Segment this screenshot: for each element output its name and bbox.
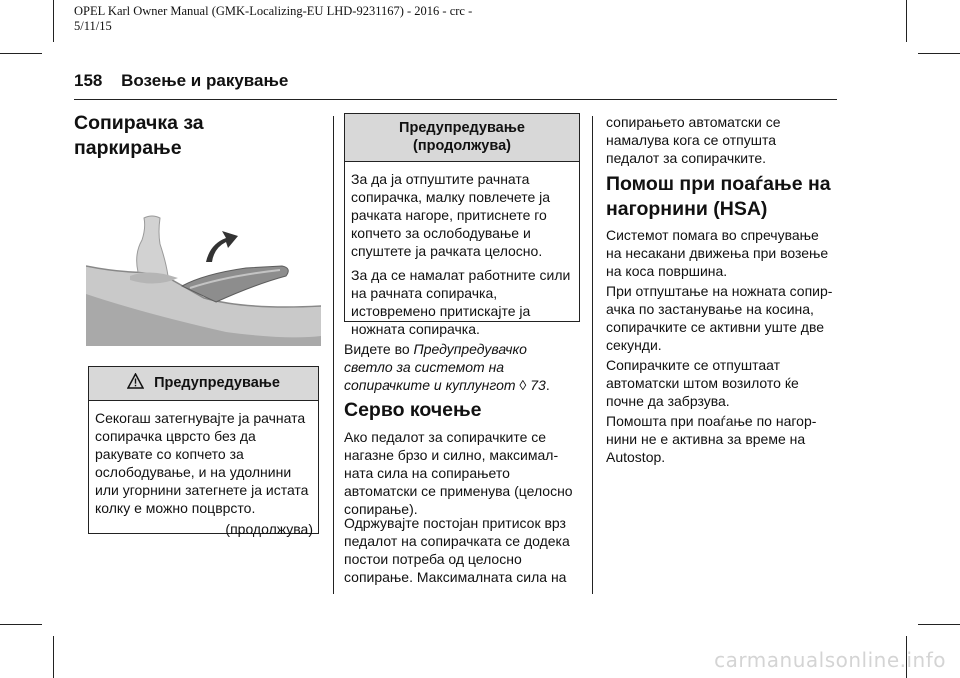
warning-continued-p1: За да ја отпуштите рачната сопирачка, малку повлечете ја рачката нагоре, притиснете го копчето за ослободување и спуштете ја рачката целосно.	[351, 171, 551, 259]
see-page-number[interactable]: 73	[530, 377, 546, 393]
warning-text: Секогаш затегнувајте ја рачната сопирачка цврсто без да ракувате со копчето за ослободување, и на удолнини или угорнини затегнете ја истата колку е можно поцврсто.	[95, 410, 309, 516]
crop-mark-top-right-h	[918, 53, 960, 54]
parking-brake-heading: Сопирачка за паркирање	[74, 112, 204, 159]
header-rule	[74, 99, 837, 100]
see-suffix: .	[545, 377, 550, 393]
servo-paragraph-1: Ако педалот за сопирачките се нагазне брзо и силно, максимал- ната сила на сопирањето автоматски се применува (целосно сопирање).	[344, 429, 573, 517]
crop-mark-top-right-v	[906, 0, 907, 42]
warning-continued-header: Предупредување (продолжува)	[345, 114, 579, 162]
document-header: OPEL Karl Owner Manual (GMK-Localizing-EU LHD-9231167) - 2016 - crc - 5/11/15	[74, 4, 473, 33]
crop-mark-top-left-v	[53, 0, 54, 42]
page-heading	[74, 71, 288, 91]
see-reference	[344, 340, 572, 394]
column-divider-left	[333, 116, 334, 594]
warning-title: Предупредување	[154, 375, 280, 391]
page-title: Возење и ракување	[121, 71, 289, 90]
col3-paragraph-0: сопирањето автоматски се намалува кога се отпушта педалот за сопирачките.	[606, 114, 781, 166]
continued-label: (продолжува)	[225, 521, 313, 537]
warning-triangle-icon	[127, 373, 144, 394]
parking-brake-illustration	[86, 214, 321, 346]
warning-box	[88, 366, 319, 537]
crop-mark-top-left-h	[0, 53, 42, 54]
see-reference-link[interactable]: Предупредувачко светло за системот на сопирачките и куплунгот	[344, 341, 527, 393]
warning-continued-p2: За да се намалат работните сили на рачната сопирачка, истовремено притискајте ја ножната сопирачка.	[351, 267, 571, 337]
col3-paragraph-3: Сопирачките се отпуштаат автоматски штом возилото ќе почне да забрзува.	[606, 357, 799, 409]
warning-continued-body	[345, 162, 579, 342]
crop-mark-bottom-left-v	[53, 636, 54, 678]
servo-braking-heading: Серво кочење	[344, 399, 482, 421]
warning-header	[89, 367, 318, 401]
page-number: 158	[74, 71, 103, 90]
servo-paragraph-2: Одржувајте постојан притисок врз педалот на сопирачката се додека постои потреба од целосно сопирање. Максималната сила на	[344, 515, 570, 585]
crop-mark-bottom-left-h	[0, 624, 42, 625]
col3-paragraph-4: Помошта при поаѓање по нагор- нини не е активна за време на Autostop.	[606, 413, 817, 465]
col3-paragraph-1: Системот помага во спречување на несакани движења при возење на коса површина.	[606, 227, 829, 279]
page-ref-arrow-icon: ◊	[519, 377, 527, 393]
hill-start-assist-heading: Помош при поаѓање на нагорнини (HSA)	[606, 173, 831, 220]
footer-watermark-logo: carmanualsonline.info	[714, 648, 946, 672]
crop-mark-bottom-right-h	[918, 624, 960, 625]
warning-continued-box	[344, 113, 580, 337]
column-divider-right	[592, 116, 593, 594]
see-prefix: Видете во	[344, 341, 414, 357]
col3-paragraph-2: При отпуштање на ножната сопир- ачка по застанување на косина, сопирачките се активни уште две секунди.	[606, 283, 833, 353]
